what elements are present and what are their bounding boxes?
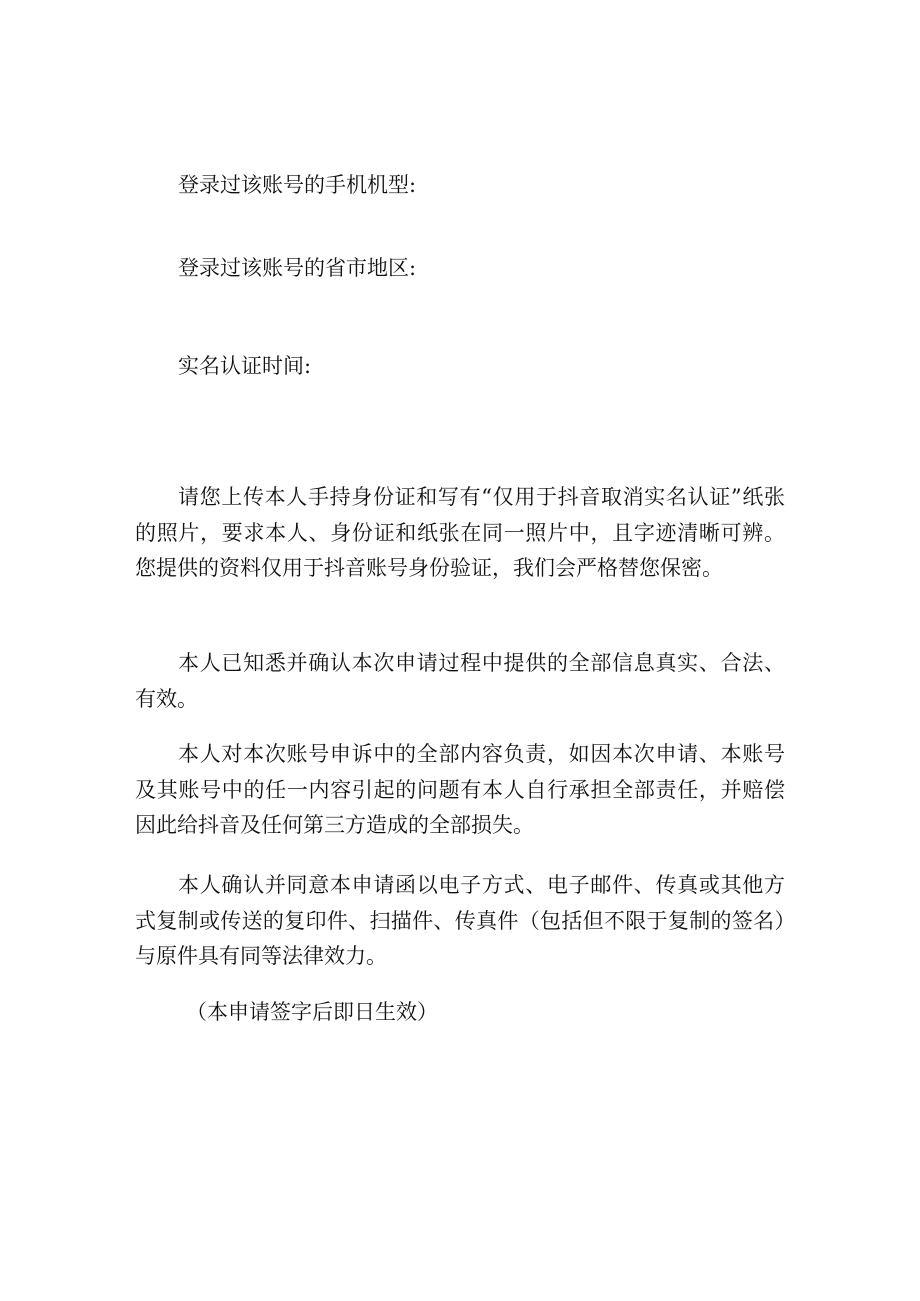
effective-note: （本申请签字后即日生效） — [186, 1000, 438, 1024]
phone-model-field: 登录过该账号的手机机型: — [178, 173, 417, 197]
responsibility-paragraph: 本人对本次账号申诉中的全部内容负责，如因本次申请、本账号及其账号中的任一内容引起的问题有本人自行承担全部责任，并赔偿因此给抖音及任何第三方造成的全部损失。 — [135, 742, 785, 837]
truth-confirmation-paragraph: 本人已知悉并确认本次申请过程中提供的全部信息真实、合法、有效。 — [135, 651, 785, 711]
region-field: 登录过该账号的省市地区: — [178, 256, 417, 280]
verify-time-field: 实名认证时间: — [178, 354, 312, 378]
upload-instruction-paragraph: 请您上传本人手持身份证和写有“仅用于抖音取消实名认证”纸张的照片，要求本人、身份证和纸张在同一照片中，且字迹清晰可辨。您提供的资料仅用于抖音账号身份验证，我们会严格替您保密。 — [135, 485, 785, 580]
legal-validity-paragraph: 本人确认并同意本申请函以电子方式、电子邮件、传真或其他方式复制或传送的复印件、扫描件、传真件（包括但不限于复制的签名）与原件具有同等法律效力。 — [135, 873, 785, 968]
